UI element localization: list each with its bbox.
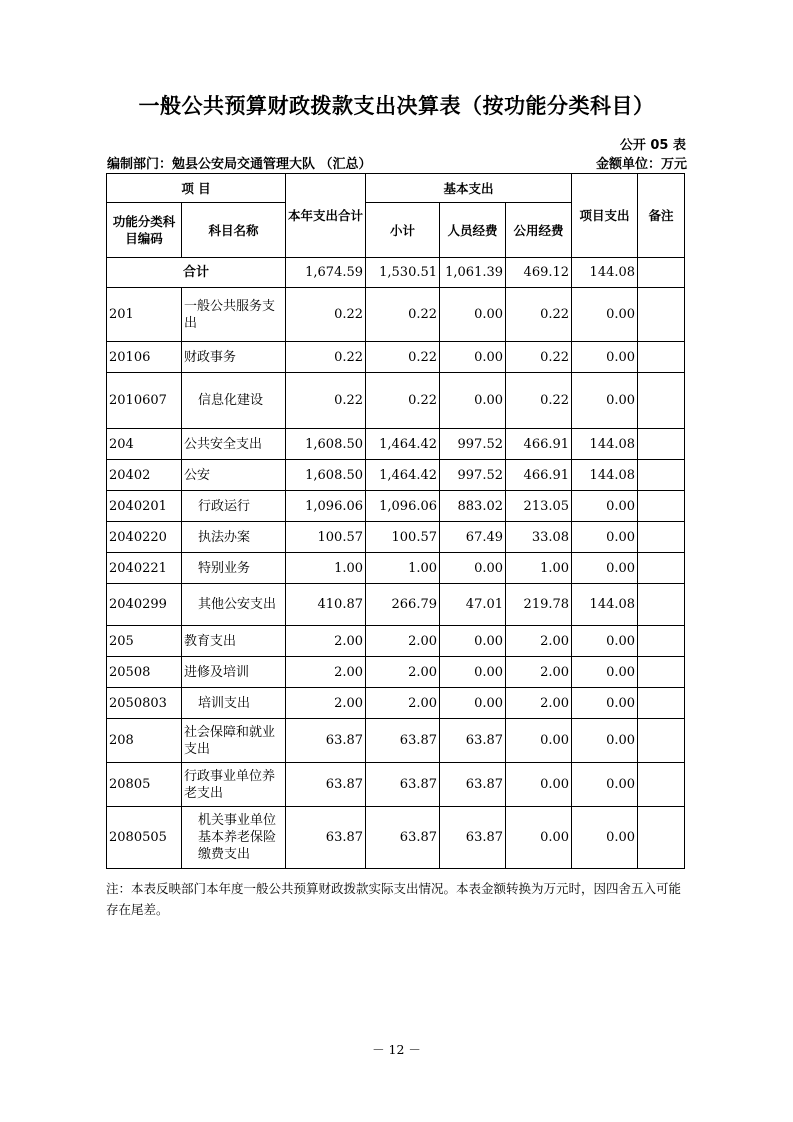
name-cell: 特别业务 bbox=[182, 553, 286, 584]
header-subtotal: 小计 bbox=[366, 203, 440, 258]
code-cell: 2050803 bbox=[107, 688, 182, 719]
remark-cell bbox=[638, 657, 685, 688]
page-number: － 12 － bbox=[372, 1042, 421, 1057]
public-cell: 2.00 bbox=[506, 657, 572, 688]
public-cell: 0.00 bbox=[506, 719, 572, 763]
total-row bbox=[107, 258, 685, 288]
subtotal-cell: 63.87 bbox=[366, 719, 440, 763]
total-cell: 2.00 bbox=[286, 688, 366, 719]
code-cell: 2080505 bbox=[107, 807, 182, 869]
code-cell: 2040299 bbox=[107, 584, 182, 626]
remark-cell bbox=[638, 429, 685, 460]
table-row bbox=[107, 688, 685, 719]
header-personnel: 人员经费 bbox=[440, 203, 506, 258]
subtotal-cell: 1,096.06 bbox=[366, 491, 440, 522]
personnel-cell: 0.00 bbox=[440, 553, 506, 584]
personnel-cell: 883.02 bbox=[440, 491, 506, 522]
project-cell: 144.08 bbox=[572, 429, 638, 460]
code-cell: 2040220 bbox=[107, 522, 182, 553]
name-cell: 财政事务 bbox=[182, 342, 286, 373]
remark-cell bbox=[638, 688, 685, 719]
table-row bbox=[107, 763, 685, 807]
remark-cell bbox=[638, 584, 685, 626]
header-public: 公用经费 bbox=[506, 203, 572, 258]
table-row bbox=[107, 522, 685, 553]
personnel-cell: 1,061.39 bbox=[440, 258, 506, 288]
personnel-cell: 47.01 bbox=[440, 584, 506, 626]
remark-cell bbox=[638, 763, 685, 807]
subtotal-cell: 1.00 bbox=[366, 553, 440, 584]
code-cell: 201 bbox=[107, 288, 182, 342]
total-cell: 0.22 bbox=[286, 288, 366, 342]
name-cell: 执法办案 bbox=[182, 522, 286, 553]
personnel-cell: 0.00 bbox=[440, 373, 506, 429]
personnel-cell: 63.87 bbox=[440, 807, 506, 869]
personnel-cell: 0.00 bbox=[440, 626, 506, 657]
name-cell: 其他公安支出 bbox=[182, 584, 286, 626]
personnel-cell: 67.49 bbox=[440, 522, 506, 553]
public-cell: 219.78 bbox=[506, 584, 572, 626]
remark-cell bbox=[638, 553, 685, 584]
header-project: 项目支出 bbox=[572, 174, 638, 258]
project-cell: 0.00 bbox=[572, 807, 638, 869]
footnote: 注：本表反映部门本年度一般公共预算财政拨款实际支出情况。本表金额转换为万元时，因四舍五入可能存在尾差。 bbox=[106, 881, 682, 917]
subtotal-cell: 1,530.51 bbox=[366, 258, 440, 288]
code-cell: 2040201 bbox=[107, 491, 182, 522]
subtotal-cell: 2.00 bbox=[366, 688, 440, 719]
code-cell: 20402 bbox=[107, 460, 182, 491]
project-cell: 144.08 bbox=[572, 460, 638, 491]
remark-cell bbox=[638, 491, 685, 522]
header-total: 本年支出合计 bbox=[286, 174, 366, 258]
project-cell: 0.00 bbox=[572, 491, 638, 522]
public-cell: 2.00 bbox=[506, 688, 572, 719]
total-cell: 2.00 bbox=[286, 626, 366, 657]
total-cell: 100.57 bbox=[286, 522, 366, 553]
remark-cell bbox=[638, 719, 685, 763]
table-row bbox=[107, 429, 685, 460]
public-cell: 0.22 bbox=[506, 342, 572, 373]
project-cell: 0.00 bbox=[572, 688, 638, 719]
personnel-cell: 997.52 bbox=[440, 460, 506, 491]
project-cell: 0.00 bbox=[572, 553, 638, 584]
project-cell: 0.00 bbox=[572, 342, 638, 373]
name-cell: 教育支出 bbox=[182, 626, 286, 657]
public-cell: 1.00 bbox=[506, 553, 572, 584]
code-cell: 208 bbox=[107, 719, 182, 763]
header-item: 项 目 bbox=[107, 174, 286, 203]
public-cell: 213.05 bbox=[506, 491, 572, 522]
table-row bbox=[107, 719, 685, 763]
remark-cell bbox=[638, 522, 685, 553]
public-cell: 466.91 bbox=[506, 460, 572, 491]
project-cell: 0.00 bbox=[572, 373, 638, 429]
remark-cell bbox=[638, 626, 685, 657]
subtotal-cell: 63.87 bbox=[366, 807, 440, 869]
personnel-cell: 997.52 bbox=[440, 429, 506, 460]
unit-label: 金额单位：万元 bbox=[595, 157, 687, 172]
code-cell: 20106 bbox=[107, 342, 182, 373]
public-cell: 469.12 bbox=[506, 258, 572, 288]
public-cell: 0.00 bbox=[506, 763, 572, 807]
name-cell: 行政运行 bbox=[182, 491, 286, 522]
subtotal-cell: 1,464.42 bbox=[366, 460, 440, 491]
total-cell: 410.87 bbox=[286, 584, 366, 626]
code-cell: 20508 bbox=[107, 657, 182, 688]
project-cell: 144.08 bbox=[572, 584, 638, 626]
total-label: 合计 bbox=[107, 258, 286, 288]
name-cell: 进修及培训 bbox=[182, 657, 286, 688]
code-cell: 205 bbox=[107, 626, 182, 657]
total-cell: 1,674.59 bbox=[286, 258, 366, 288]
remark-cell bbox=[638, 460, 685, 491]
project-cell: 0.00 bbox=[572, 522, 638, 553]
table-row bbox=[107, 807, 685, 869]
total-cell: 1.00 bbox=[286, 553, 366, 584]
remark-cell bbox=[638, 373, 685, 429]
project-cell: 0.00 bbox=[572, 626, 638, 657]
table-code: 公开 05 表 bbox=[619, 138, 686, 153]
table-row bbox=[107, 491, 685, 522]
project-cell: 0.00 bbox=[572, 288, 638, 342]
name-cell: 行政事业单位养老支出 bbox=[182, 763, 286, 807]
personnel-cell: 0.00 bbox=[440, 342, 506, 373]
subtotal-cell: 0.22 bbox=[366, 288, 440, 342]
subtotal-cell: 266.79 bbox=[366, 584, 440, 626]
personnel-cell: 0.00 bbox=[440, 657, 506, 688]
name-cell: 培训支出 bbox=[182, 688, 286, 719]
personnel-cell: 63.87 bbox=[440, 763, 506, 807]
total-cell: 1,096.06 bbox=[286, 491, 366, 522]
project-cell: 144.08 bbox=[572, 258, 638, 288]
header-code: 功能分类科目编码 bbox=[107, 203, 182, 258]
table-row bbox=[107, 626, 685, 657]
public-cell: 0.22 bbox=[506, 288, 572, 342]
code-cell: 2010607 bbox=[107, 373, 182, 429]
code-cell: 204 bbox=[107, 429, 182, 460]
table-row bbox=[107, 288, 685, 342]
total-cell: 1,608.50 bbox=[286, 429, 366, 460]
header-name: 科目名称 bbox=[182, 203, 286, 258]
remark-cell bbox=[638, 258, 685, 288]
public-cell: 0.00 bbox=[506, 807, 572, 869]
table-row bbox=[107, 553, 685, 584]
name-cell: 信息化建设 bbox=[182, 373, 286, 429]
remark-cell bbox=[638, 342, 685, 373]
name-cell: 公共安全支出 bbox=[182, 429, 286, 460]
table-row bbox=[107, 460, 685, 491]
remark-cell bbox=[638, 807, 685, 869]
remark-cell bbox=[638, 288, 685, 342]
total-cell: 63.87 bbox=[286, 807, 366, 869]
personnel-cell: 0.00 bbox=[440, 688, 506, 719]
subtotal-cell: 2.00 bbox=[366, 626, 440, 657]
code-cell: 2040221 bbox=[107, 553, 182, 584]
dept-label: 编制部门：勉县公安局交通管理大队 （汇总） bbox=[107, 157, 372, 172]
subtotal-cell: 0.22 bbox=[366, 373, 440, 429]
total-cell: 0.22 bbox=[286, 373, 366, 429]
total-cell: 63.87 bbox=[286, 763, 366, 807]
personnel-cell: 63.87 bbox=[440, 719, 506, 763]
subtotal-cell: 2.00 bbox=[366, 657, 440, 688]
public-cell: 466.91 bbox=[506, 429, 572, 460]
name-cell: 一般公共服务支出 bbox=[182, 288, 286, 342]
project-cell: 0.00 bbox=[572, 763, 638, 807]
expenditure-table bbox=[106, 173, 685, 869]
total-cell: 63.87 bbox=[286, 719, 366, 763]
code-cell: 20805 bbox=[107, 763, 182, 807]
header-remark: 备注 bbox=[638, 174, 685, 258]
name-cell: 公安 bbox=[182, 460, 286, 491]
name-cell: 机关事业单位基本养老保险缴费支出 bbox=[182, 807, 286, 869]
table-row bbox=[107, 657, 685, 688]
total-cell: 1,608.50 bbox=[286, 460, 366, 491]
total-cell: 2.00 bbox=[286, 657, 366, 688]
personnel-cell: 0.00 bbox=[440, 288, 506, 342]
subtotal-cell: 1,464.42 bbox=[366, 429, 440, 460]
public-cell: 2.00 bbox=[506, 626, 572, 657]
page-title: 一般公共预算财政拨款支出决算表（按功能分类科目） bbox=[138, 94, 655, 118]
table-row bbox=[107, 342, 685, 373]
subtotal-cell: 100.57 bbox=[366, 522, 440, 553]
table-row bbox=[107, 373, 685, 429]
total-cell: 0.22 bbox=[286, 342, 366, 373]
project-cell: 0.00 bbox=[572, 719, 638, 763]
header-basic: 基本支出 bbox=[366, 174, 572, 203]
public-cell: 33.08 bbox=[506, 522, 572, 553]
subtotal-cell: 63.87 bbox=[366, 763, 440, 807]
subtotal-cell: 0.22 bbox=[366, 342, 440, 373]
public-cell: 0.22 bbox=[506, 373, 572, 429]
table-row bbox=[107, 584, 685, 626]
name-cell: 社会保障和就业支出 bbox=[182, 719, 286, 763]
project-cell: 0.00 bbox=[572, 657, 638, 688]
